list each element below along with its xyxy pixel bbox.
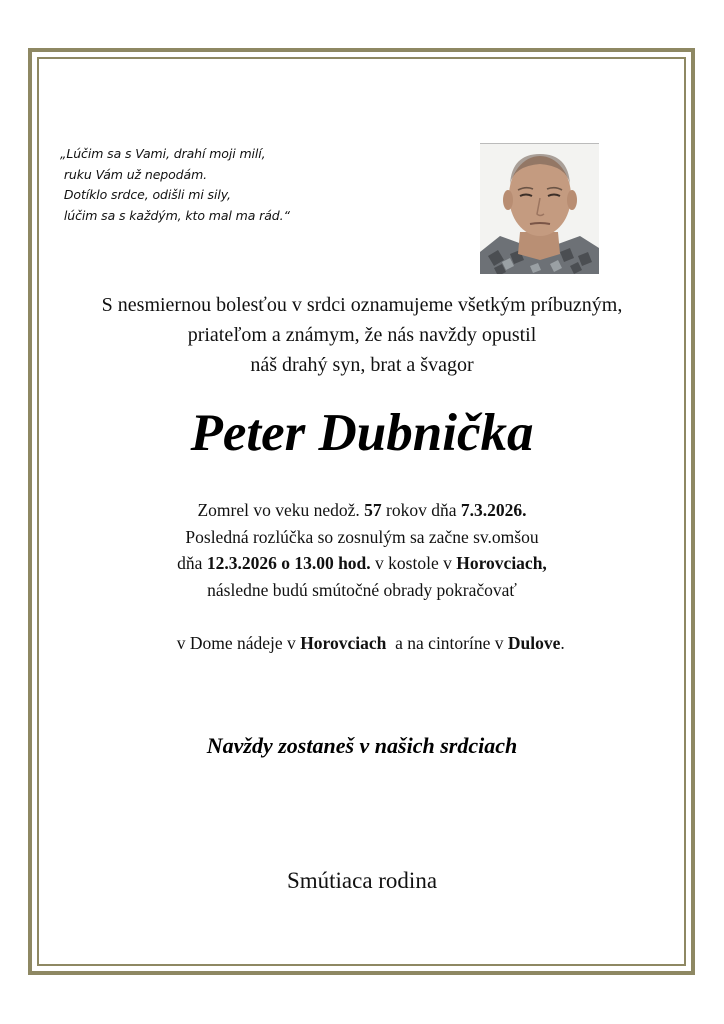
cemetery-place: Dulove [507, 632, 561, 653]
poem-line: ruku Vám už nepodám. [60, 166, 208, 182]
announcement-line: náš drahý syn, brat a švagor [250, 354, 474, 376]
house-of-mourning-place: Horovciach [300, 632, 387, 653]
date-of-death: 7.3.2026. [460, 500, 527, 520]
funeral-time-line [40, 550, 684, 577]
text: Zomrel vo veku nedož. [197, 500, 365, 520]
burial-line [40, 603, 684, 683]
poem-line: Dotíklo srdce, odišli mi sily, [60, 187, 231, 202]
portrait-image-icon [480, 144, 599, 274]
death-info-line [40, 497, 684, 524]
text: v kostole v [370, 553, 457, 574]
closing-message: Navždy zostaneš v našich srdciach [206, 733, 518, 758]
farewell-line: Posledná rozlúčka so zosnulým sa začne sv.omšou [185, 526, 539, 547]
portrait-photo [480, 143, 599, 274]
funeral-datetime: 12.3.2026 o 13.00 hod. [206, 553, 371, 574]
text: . [560, 632, 565, 653]
deceased-name: Peter Dubnička [190, 404, 534, 462]
text: v Dome nádeje v [176, 632, 301, 653]
poem-line: „Lúčim sa s Vami, drahí moji milí, [60, 146, 266, 161]
announcement-text [40, 290, 684, 380]
funeral-details [40, 497, 684, 683]
church-place: Horovciach, [456, 553, 547, 574]
announcement-line: S nesmiernou bolesťou v srdci oznamujeme všetkým príbuzným, [101, 294, 623, 316]
text: a na cintoríne v [386, 632, 508, 653]
memorial-poem [60, 144, 290, 226]
continuation-line: následne budú smútočné obrady pokračovať [207, 579, 517, 600]
age: 57 [364, 500, 382, 520]
poem-line: lúčim sa s každým, kto mal ma rád.“ [60, 207, 290, 223]
text: dňa [177, 553, 207, 574]
signoff-family: Smútiaca rodina [286, 868, 438, 893]
announcement-line: priateľom a známym, že nás navždy opustil [187, 324, 537, 346]
text: rokov dňa [381, 500, 461, 520]
